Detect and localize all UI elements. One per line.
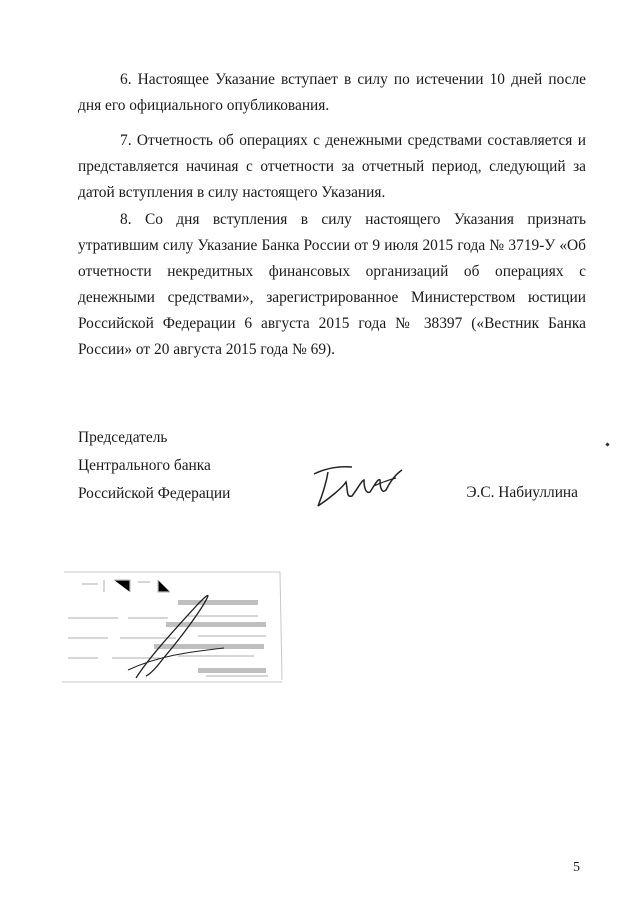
paragraph-8: 8. Со дня вступления в силу настоящего Указания признать утратившим силу Указание Банка России от 9 июля 2015 года № 3719-У «Об отчетности некредитных финансовых организаций об операциях с денежными средствами», зарегистрированное Министерством юстиции Российской Федерации 6 августа 2015 года № 38397 («Вестник Банка России» от 20 августа 2015 года № 69). (78, 211, 586, 358)
page-number: 5 (573, 860, 580, 875)
registration-stamp (58, 560, 288, 690)
signatory-title-line: Председатель (78, 429, 168, 446)
handwritten-signature (308, 458, 418, 518)
scan-speck (605, 442, 609, 446)
signatory-title-line: Центрального банка (78, 457, 211, 474)
signatory-title-line: Российской Федерации (78, 485, 231, 502)
signatory-title (78, 424, 230, 508)
paragraph-6: 6. Настоящее Указание вступает в силу по истечении 10 дней после дня его официального опубликования. (78, 71, 586, 114)
signatory-name: Э.С. Набиуллина (466, 484, 578, 501)
paragraph-7: 7. Отчетность об операциях с денежными средствами составляется и представляется начиная с отчетности за отчетный период, следующий за датой вступления в силу настоящего Указания. (78, 132, 586, 201)
